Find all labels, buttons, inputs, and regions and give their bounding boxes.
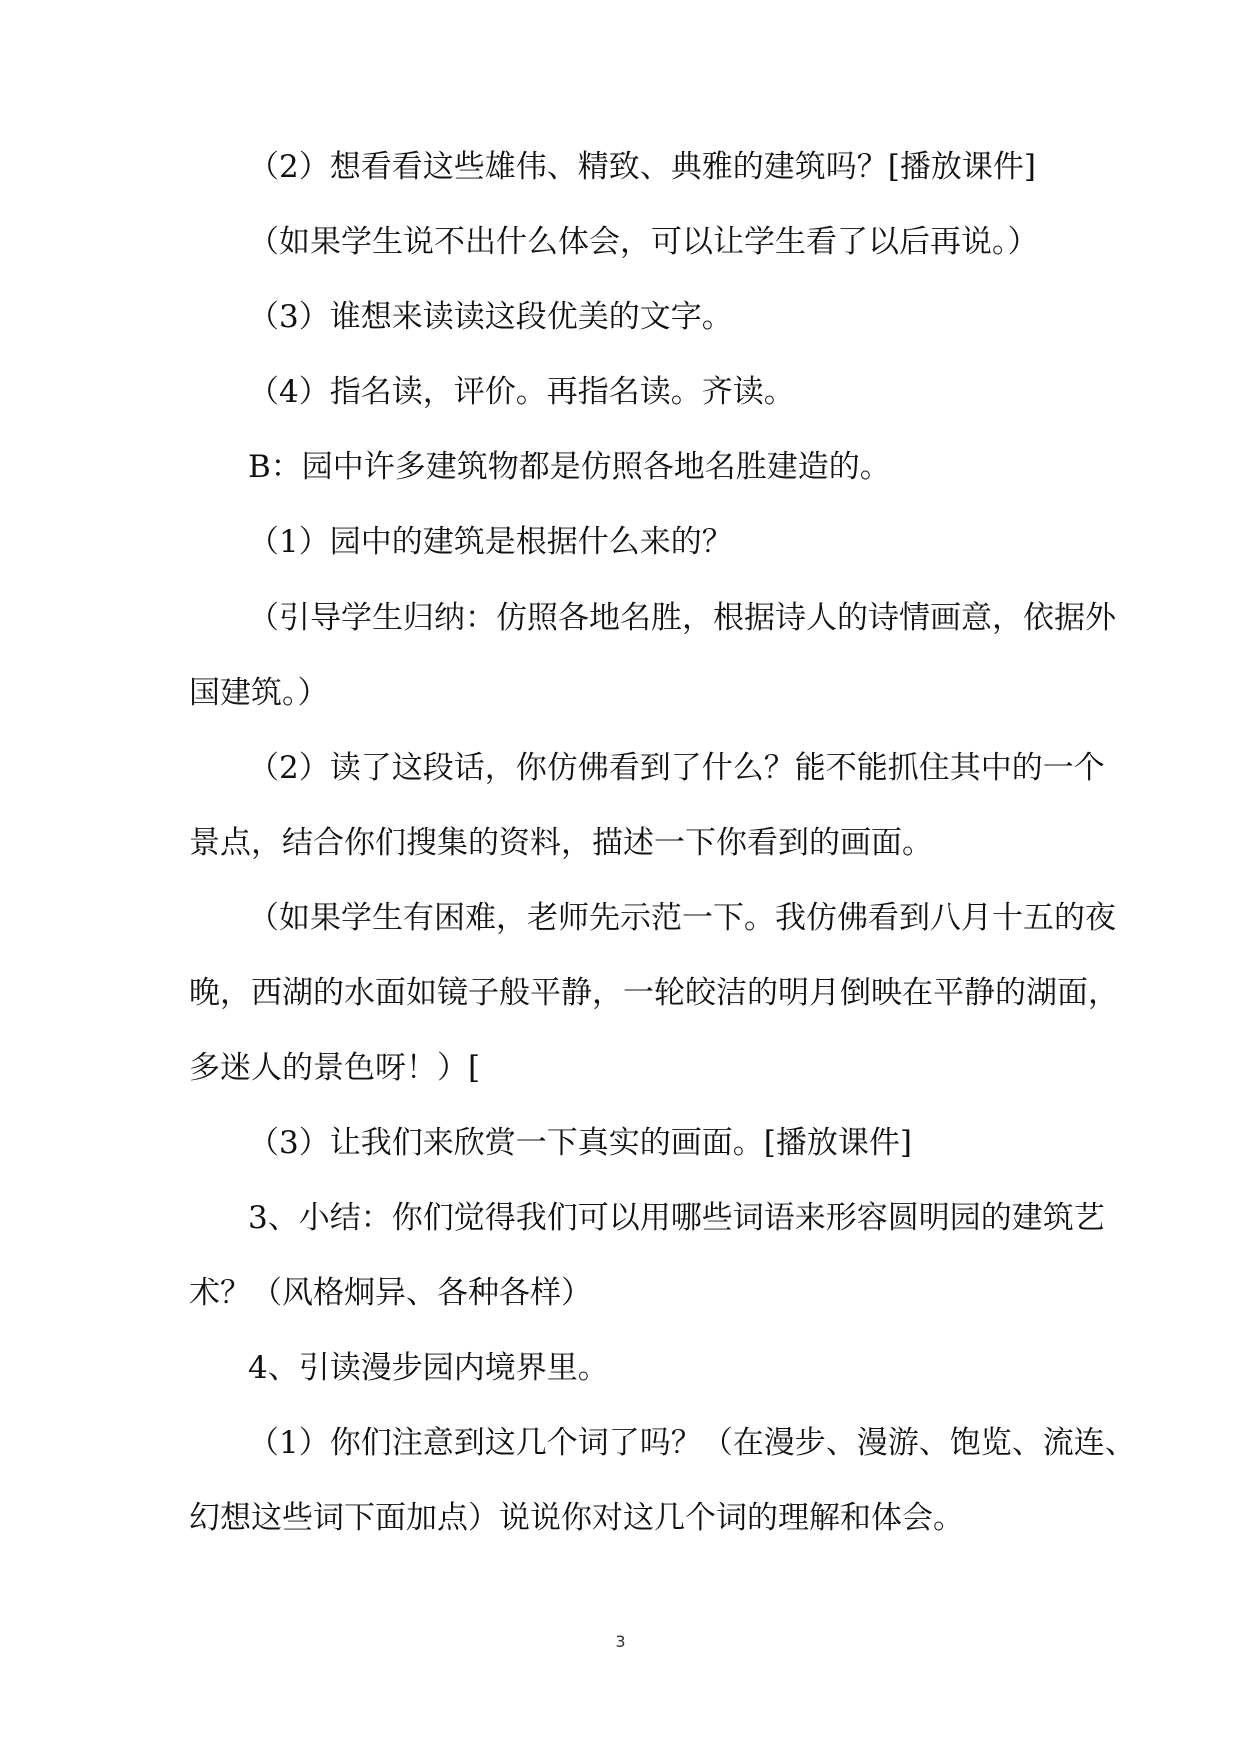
text-line: （3）让我们来欣赏一下真实的画面。[播放课件] — [248, 1125, 912, 1161]
text-line: （2）想看看这些雄伟、精致、典雅的建筑吗？[播放课件] — [248, 149, 1036, 185]
text-line: （如果学生有困难，老师先示范一下。我仿佛看到八月十五的夜 — [248, 900, 1116, 936]
text-line: 术？（风格炯异、各种各样） — [189, 1275, 592, 1311]
text-line: （1）你们注意到这几个词了吗？（在漫步、漫游、饱览、流连、 — [248, 1425, 1136, 1461]
text-line: （1）园中的建筑是根据什么来的？ — [248, 524, 733, 560]
text-line: 国建筑。） — [189, 675, 329, 711]
page-number: 3 — [615, 1632, 626, 1651]
text-line: 多迷人的景色呀！）[ — [189, 1050, 481, 1086]
text-line: （引导学生归纳：仿照各地名胜，根据诗人的诗情画意，依据外 — [248, 600, 1116, 636]
text-line: 幻想这些词下面加点）说说你对这几个词的理解和体会。 — [189, 1500, 964, 1536]
text-line: 3、小结：你们觉得我们可以用哪些词语来形容圆明园的建筑艺 — [248, 1200, 1105, 1236]
text-line: （3）谁想来读读这段优美的文字。 — [248, 299, 733, 335]
text-line: （2）读了这段话，你仿佛看到了什么？能不能抓住其中的一个 — [248, 750, 1105, 786]
text-line: 景点，结合你们搜集的资料，描述一下你看到的画面。 — [189, 825, 933, 861]
text-line: B：园中许多建筑物都是仿照各地名胜建造的。 — [248, 449, 891, 485]
text-line: 4、引读漫步园内境界里。 — [248, 1350, 609, 1386]
text-line: （如果学生说不出什么体会，可以让学生看了以后再说。） — [248, 224, 1039, 260]
text-line: （4）指名读，评价。再指名读。齐读。 — [248, 374, 795, 410]
text-line: 晚，西湖的水面如镜子般平静，一轮皎洁的明月倒映在平静的湖面， — [189, 975, 1119, 1011]
